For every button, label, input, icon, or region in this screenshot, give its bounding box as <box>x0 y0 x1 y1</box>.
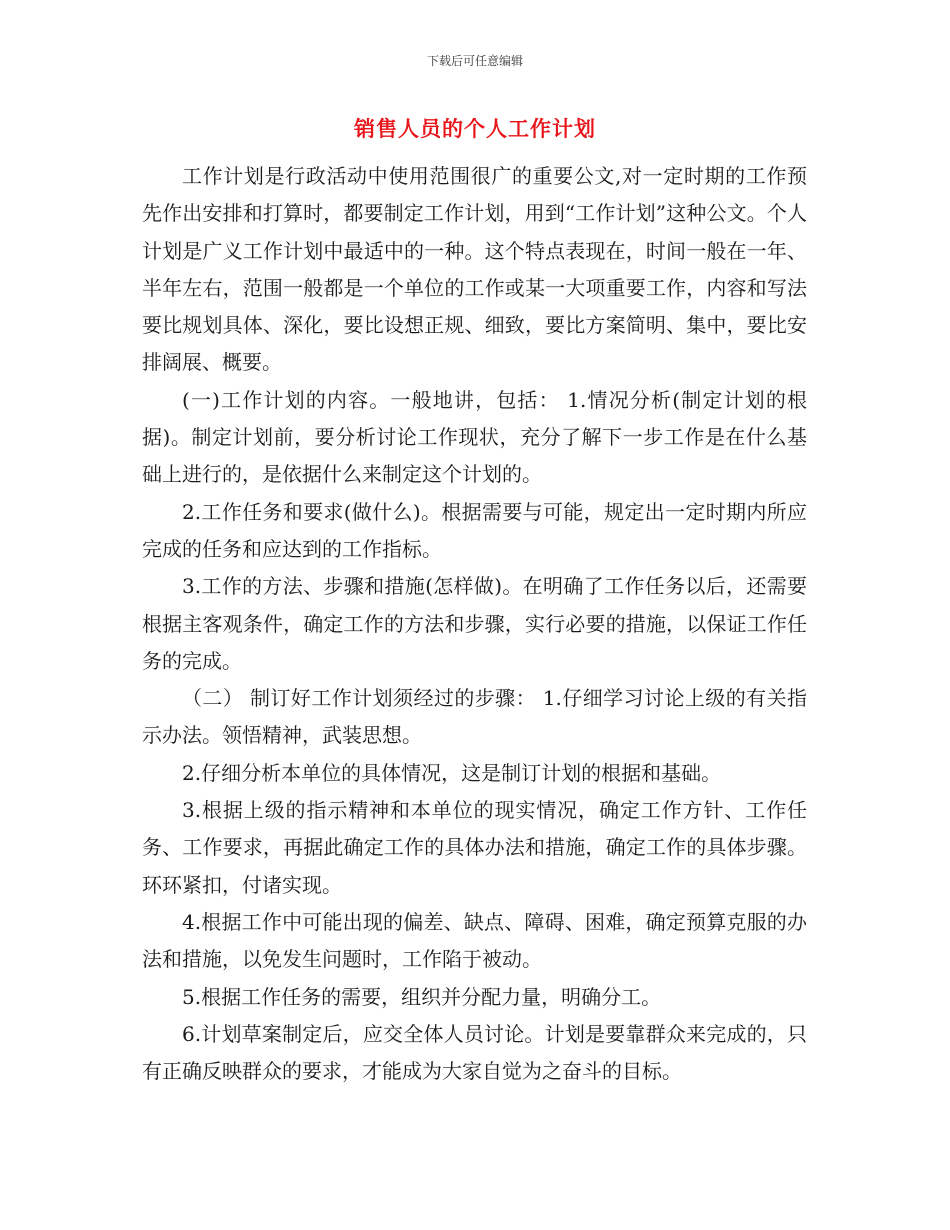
paragraph-step-2: 2.仔细分析本单位的具体情况，这是制订计划的根据和基础。 <box>182 760 722 785</box>
paragraph-step-6: 6.计划草案制定后，应交全体人员讨论。计划是要靠群众来完成的，只有正确反映群众的要求，才能成为大家自觉为之奋斗的目标。 <box>142 1021 807 1084</box>
paragraph-intro: 工作计划是行政活动中使用范围很广的重要公文,对一定时期的工作预先作出安排和打算时，都要制定工作计划，用到“工作计划”这种公文。个人计划是广义工作计划中最适中的一种。这个特点表现在，时间一般在一年、半年左右，范围一般都是一个单位的工作或某一大项重要工作，内容和写法要比规划具体、深化，要比设想正规、细致，要比方案简明、集中，要比安排阔展、概要。 <box>142 164 807 375</box>
page-header-note: 下载后可任意编辑 <box>426 54 523 68</box>
paragraph-methods: 3.工作的方法、步骤和措施(怎样做)。在明确了工作任务以后，还需要根据主客观条件，确定工作的方法和步骤，实行必要的措施，以保证工作任务的完成。 <box>142 574 807 673</box>
paragraph-tasks: 2.工作任务和要求(做什么)。根据需要与可能，规定出一定时期内所应完成的任务和应达到的工作指标。 <box>142 499 807 561</box>
paragraph-steps-intro: （二） 制订好工作计划须经过的步骤： 1.仔细学习讨论上级的有关指示办法。领悟精神，武装思想。 <box>142 686 807 748</box>
paragraph-step-3: 3.根据上级的指示精神和本单位的现实情况，确定工作方针、工作任务、工作要求，再据此确定工作的具体办法和措施，确定工作的具体步骤。环环紧扣，付诸实现。 <box>142 798 807 897</box>
paragraph-plan-content: (一)工作计划的内容。一般地讲，包括： 1.情况分析(制定计划的根据)。制定计划前，要分析讨论工作现状，充分了解下一步工作是在什么基础上进行的，是依据什么来制定这个计划的。 <box>142 387 807 487</box>
document-body <box>142 158 807 1090</box>
paragraph-step-5: 5.根据工作任务的需要，组织并分配力量，明确分工。 <box>182 984 662 1009</box>
paragraph-step-4: 4.根据工作中可能出现的偏差、缺点、障碍、困难，确定预算克服的办法和措施，以免发生问题时，工作陷于被动。 <box>142 909 807 972</box>
document-title: 销售人员的个人工作计划 <box>354 117 596 141</box>
